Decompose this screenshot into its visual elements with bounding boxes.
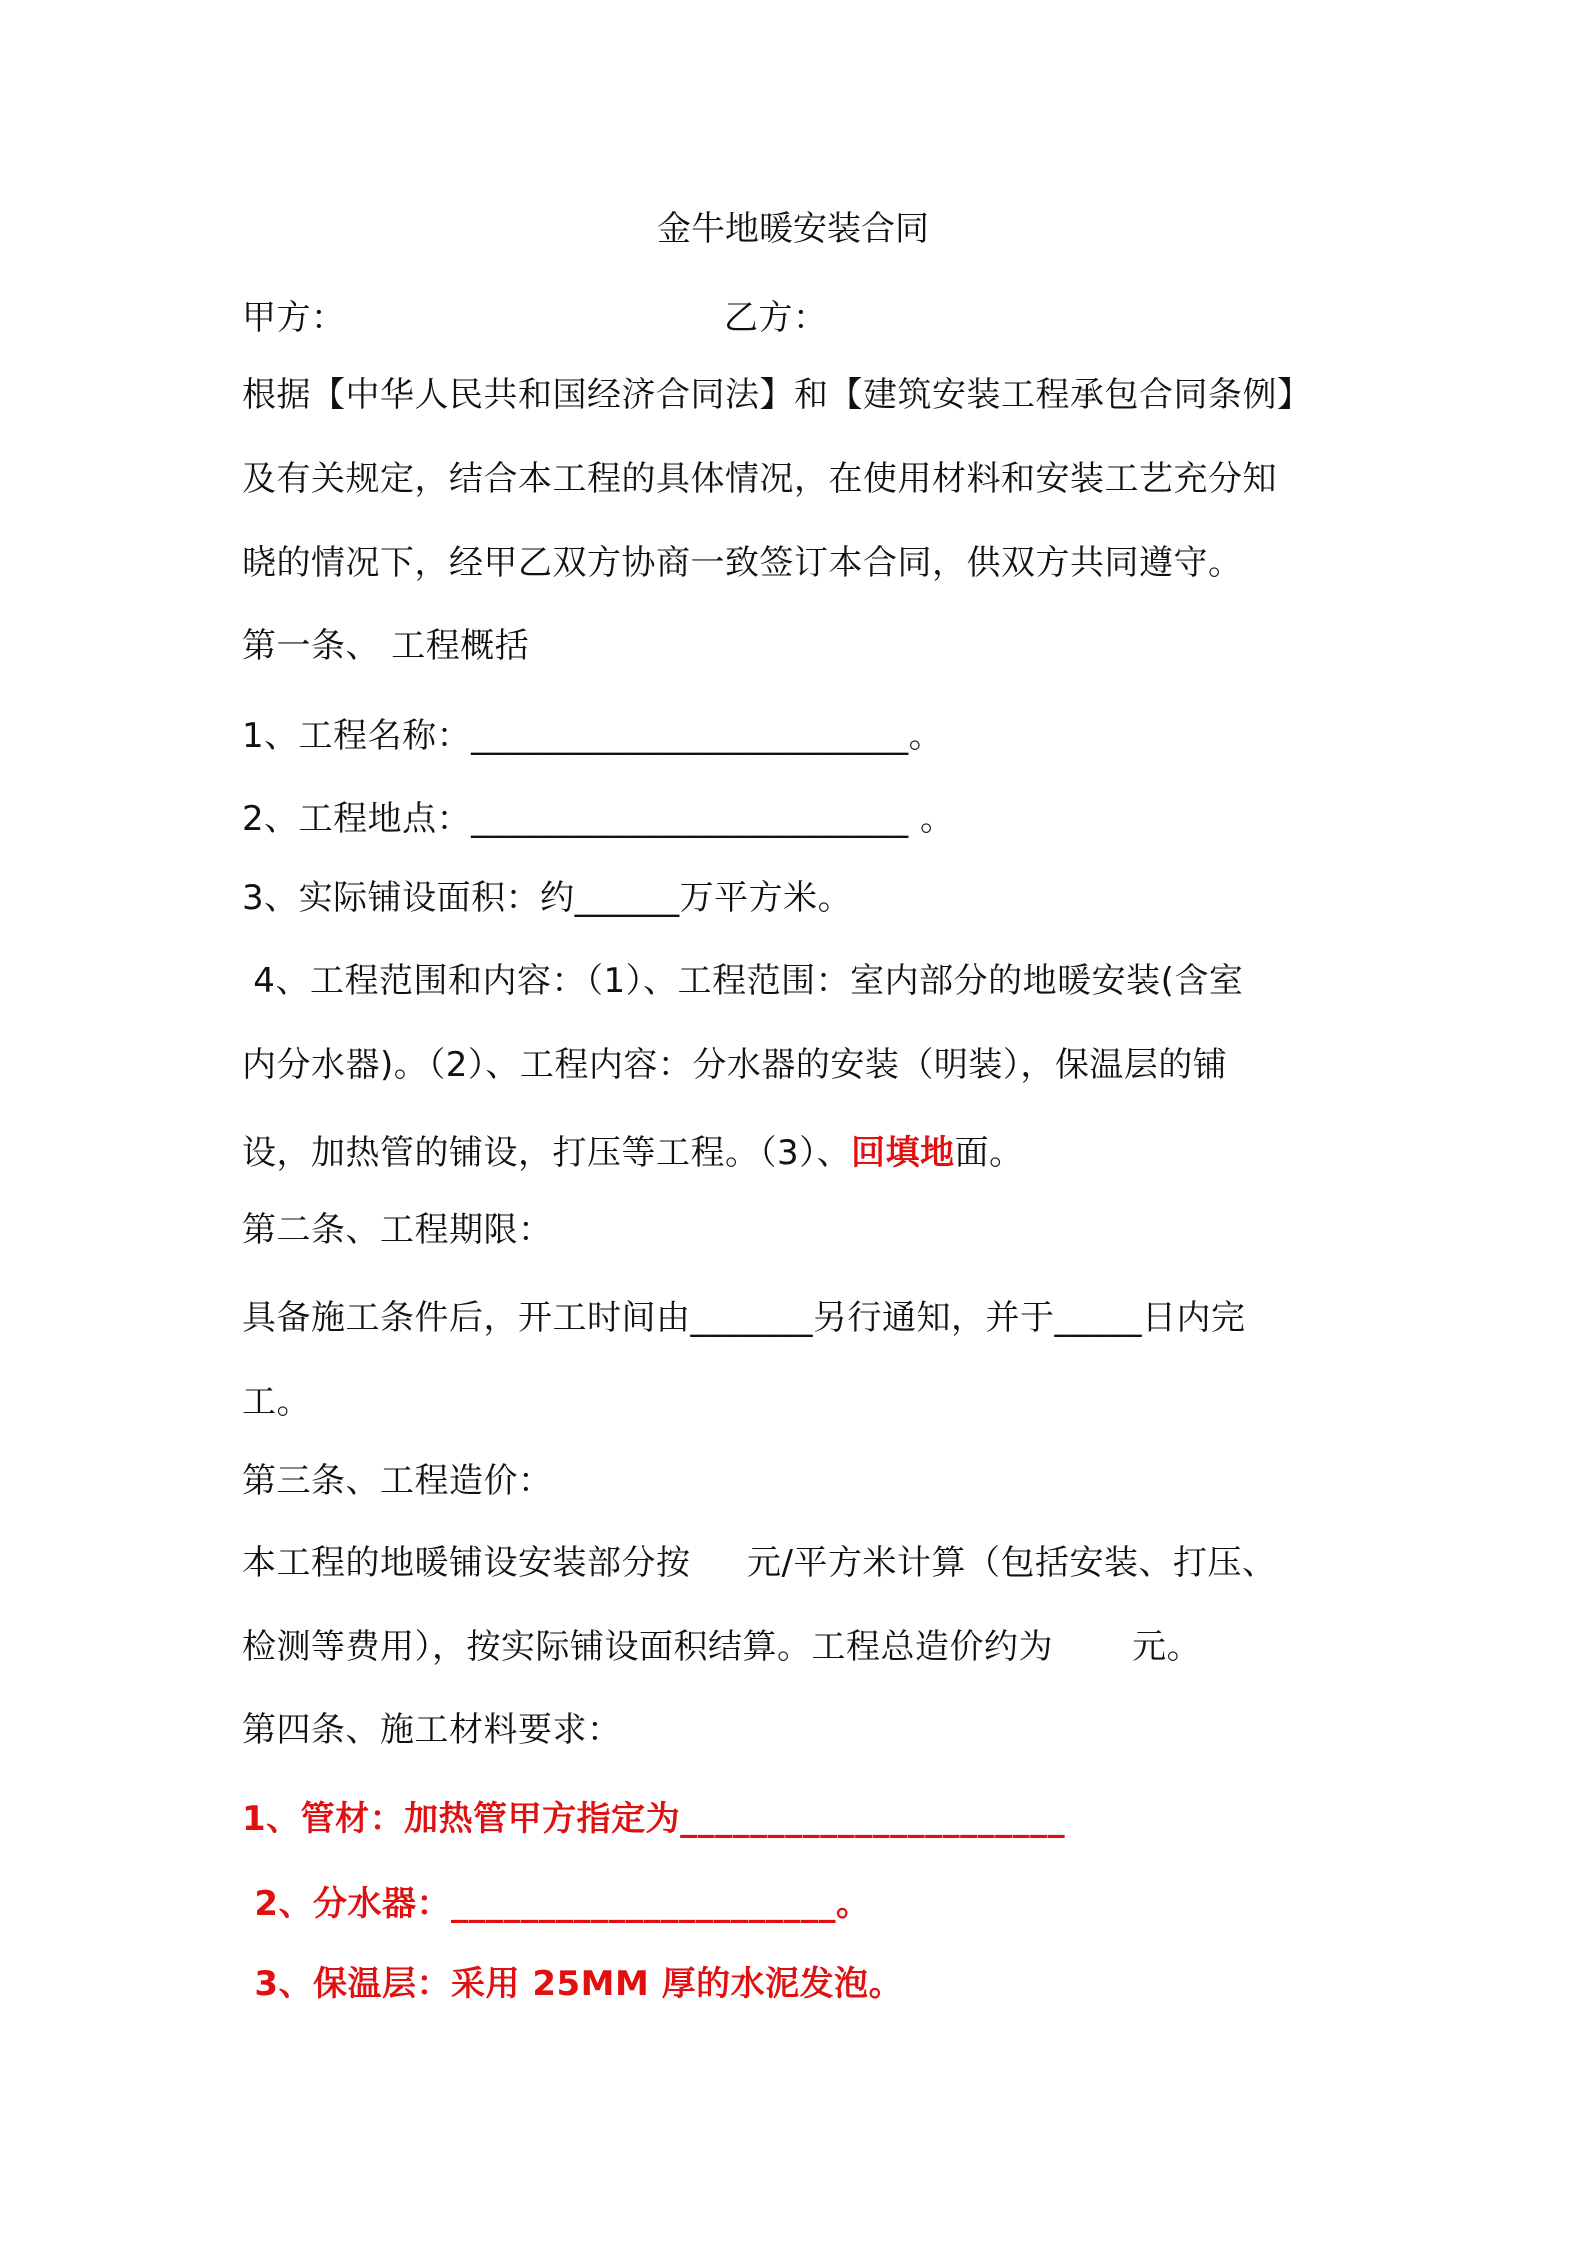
article1-item2: 2、工程地点：_________________________ 。 [242, 799, 955, 839]
article2-heading: 第二条、工程期限： [242, 1210, 553, 1250]
item4-line3-prefix: 设，加热管的铺设，打压等工程。（3）、 [242, 1133, 852, 1173]
article4-heading: 第四条、施工材料要求： [242, 1710, 622, 1750]
article3-heading: 第三条、工程造价： [242, 1461, 553, 1501]
preamble-line-2: 及有关规定，结合本工程的具体情况，在使用材料和安装工艺充分知 [242, 459, 1277, 499]
article4-item3: 3、保温层：采用 25MM 厚的水泥发泡。 [242, 1964, 904, 2004]
article2-line1: 具备施工条件后，开工时间由_______另行通知，并于_____日内完 [242, 1298, 1246, 1338]
article1-item3: 3、实际铺设面积：约______万平方米。 [242, 878, 853, 918]
article3-line2: 检测等费用），按实际铺设面积结算。工程总造价约为 元。 [242, 1627, 1202, 1667]
article2-line2: 工。 [242, 1382, 311, 1422]
item4-line3-highlight: 回填地 [851, 1133, 955, 1173]
party-a-label: 甲方： [242, 298, 346, 338]
preamble-line-3: 晓的情况下，经甲乙双方协商一致签订本合同，供双方共同遵守。 [242, 543, 1243, 583]
document-title: 金牛地暖安装合同 [657, 209, 929, 249]
article1-item4-line1: 4、工程范围和内容：（1）、工程范围：室内部分的地暖安装(含室 [242, 961, 1244, 1001]
party-b-label: 乙方： [724, 298, 828, 338]
item4-line3-suffix: 面。 [954, 1133, 1024, 1173]
article1-item1: 1、工程名称：_________________________。 [242, 716, 944, 756]
article4-item1: 1、管材：加热管甲方指定为______________________ [242, 1799, 1066, 1839]
article3-line1: 本工程的地暖铺设安装部分按 元/平方米计算（包括安装、打压、 [242, 1543, 1277, 1583]
article1-item4-line2: 内分水器)。（2）、工程内容：分水器的安装（明装），保温层的铺 [242, 1045, 1228, 1085]
article1-heading: 第一条、 工程概括 [242, 626, 530, 666]
article1-item4-line3 [242, 1131, 1024, 1175]
article4-item2: 2、分水器：______________________。 [242, 1884, 871, 1924]
preamble-line-1: 根据【中华人民共和国经济合同法】和【建筑安装工程承包合同条例】 [242, 375, 1312, 415]
